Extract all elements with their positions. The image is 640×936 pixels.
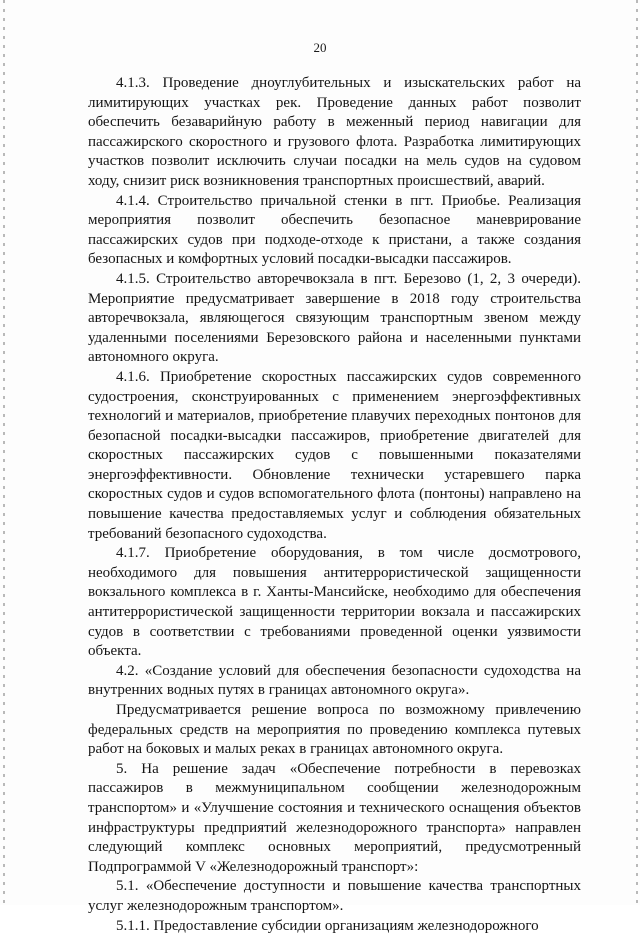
paragraph-4-2-note: Предусматривается решение вопроса по возможному привлечению федеральных средств на мероприятия по проведению комплекса путевых работ на боковых и малых реках в границах автономного округа. — [88, 702, 581, 758]
paragraph-4-1-5: 4.1.5. Строительство авторечвокзала в пгт. Березово (1, 2, 3 очереди). Мероприятие предусматривает завершение в 2018 году строительства авторечвокзала, являющегося связующим транспортным звеном между удаленными поселениями Березовского района и населенными пунктами автономного округа. — [88, 270, 581, 366]
paragraph-4-1-4: 4.1.4. Строительство причальной стенки в пгт. Приобье. Реализация мероприятия позволит обеспечить безопасное маневрирование пассажирских судов при подходе-отходе к пристани, а также создания безопасных и комфортных условий посадки-высадки пассажиров. — [88, 192, 581, 268]
paragraph-4-1-3: 4.1.3. Проведение дноуглубительных и изыскательских работ на лимитирующих участках рек. Проведение данных работ позволит обеспечить безаварийную работу в меженный период навигации для пассажирского скоростного и грузового флота. Разработка лимитирующих участков позволит исключить случаи посадки на мель судов на судовом ходу, снизит риск возникновения транспортных происшествий, аварий. — [88, 75, 581, 189]
page-number: 20 — [313, 40, 327, 55]
paragraph-5-1-1: 5.1.1. Предоставление субсидии организациям железнодорожного — [116, 917, 539, 934]
paragraph-4-2: 4.2. «Создание условий для обеспечения безопасности судоходства на внутренних водных путях в границах автономного округа». — [88, 662, 581, 699]
paragraph-4-1-6: 4.1.6. Приобретение скоростных пассажирских судов современного судостроения, сконструированных с применением энергоэффективных технологий и материалов, приобретение плавучих переходных понтонов для безопасной посадки-высадки пассажиров, приобретение двигателей для скоростных пассажирских судов с повышенными показателями энергоэффективности. Обновление технически устаревшего парка скоростных судов и судов вспомогательного флота (понтоны) направлено на повышение качества предоставляемых услуг и соблюдения обязательных требований безопасного судоходства. — [88, 368, 581, 542]
document-body — [88, 74, 581, 936]
paragraph-5-1: 5.1. «Обеспечение доступности и повышение качества транспортных услуг железнодорожным транспортом». — [88, 878, 581, 914]
paragraph-4-1-7: 4.1.7. Приобретение оборудования, в том числе досмотрового, необходимого для повышения антитеррористической защищенности вокзального комплекса в г. Ханты-Мансийске, необходимо для обеспечения антитеррористической защищенности территории вокзала и пассажирских судов в соответствии с требованиями проведенной оценки уязвимости объекта. — [88, 545, 581, 660]
scan-edge-left — [3, 0, 5, 905]
paragraph-5: 5. На решение задач «Обеспечение потребности в перевозках пассажиров в межмуниципальном сообщении железнодорожным транспортом» и «Улучшение состояния и технического оснащения объектов инфраструктуры предприятий железнодорожного транспорта» направлен следующий комплекс основных мероприятий, предусмотренный Подпрограммой V «Железнодорожный транспорт»: — [88, 760, 581, 875]
scan-edge-right — [636, 0, 638, 905]
